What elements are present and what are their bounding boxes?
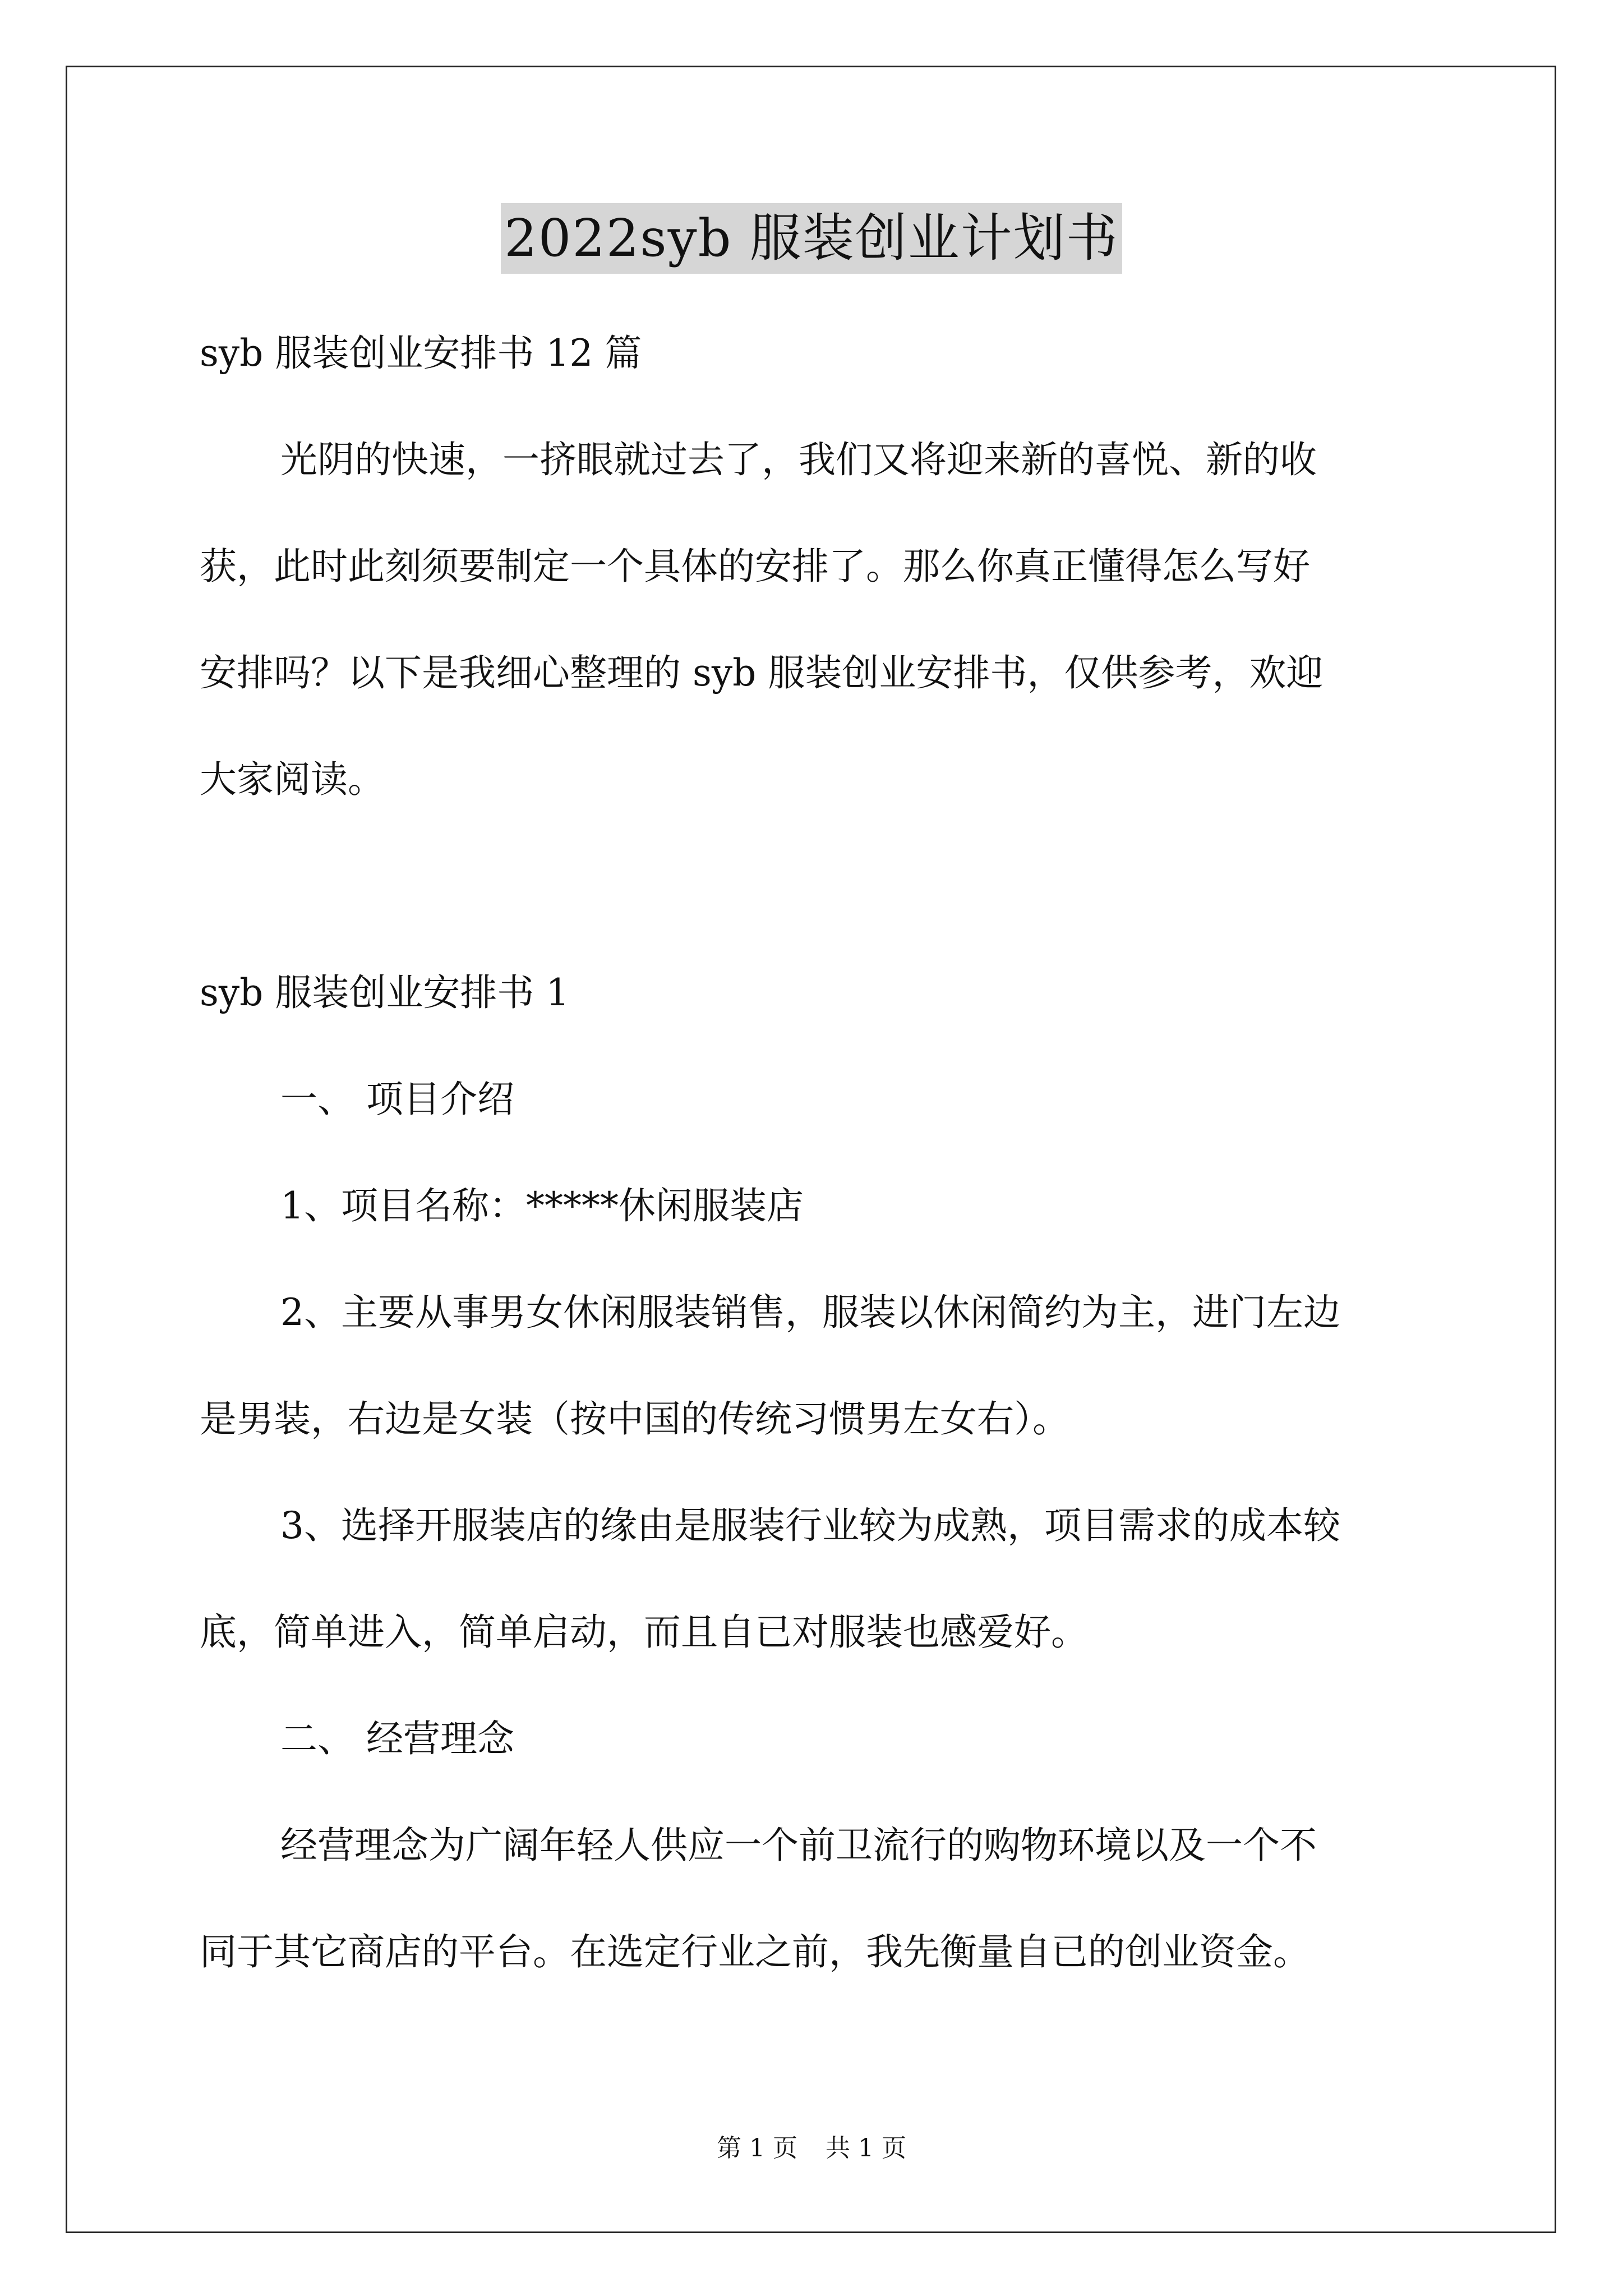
body-line: 1、项目名称：*****休闲服装店 xyxy=(280,1184,804,1227)
page-footer xyxy=(0,2132,1623,2165)
body-line: 是男装，右边是女装（按中国的传统习惯男左女右）。 xyxy=(200,1397,1069,1441)
body-line: 底，简单进入，简单启动，而且自已对服装也感爱好。 xyxy=(200,1611,1088,1654)
title-container xyxy=(0,203,1623,274)
body-line: 3、选择开服装店的缘由是服装行业较为成熟，项目需求的成本较 xyxy=(280,1504,1340,1547)
body-line: syb 服装创业安排书 1 xyxy=(200,971,570,1014)
body-line: 获，此时此刻须要制定一个具体的安排了。那么你真正懂得怎么写好 xyxy=(200,545,1310,588)
body-line: 安排吗？以下是我细心整理的 syb 服装创业安排书，仅供参考，欢迎 xyxy=(200,651,1324,694)
body-line: 一、 项目介绍 xyxy=(280,1078,514,1121)
body-line: 光阴的快速，一挤眼就过去了，我们又将迎来新的喜悦、新的收 xyxy=(280,438,1317,481)
document-title: 2022syb 服装创业计划书 xyxy=(501,203,1122,274)
page-number: 第 1 页 xyxy=(717,2134,797,2162)
body-line: 经营理念为广阔年轻人供应一个前卫流行的购物环境以及一个不 xyxy=(280,1824,1317,1867)
body-line: 2、主要从事男女休闲服装销售，服装以休闲简约为主，进门左边 xyxy=(280,1291,1340,1334)
body-line: 同于其它商店的平台。在选定行业之前，我先衡量自已的创业资金。 xyxy=(200,1930,1310,1973)
body-line: 二、 经营理念 xyxy=(280,1717,514,1760)
body-line: 大家阅读。 xyxy=(200,758,385,801)
blank-line xyxy=(200,833,1428,940)
body-line: syb 服装创业安排书 12 篇 xyxy=(200,332,642,375)
page-total: 共 1 页 xyxy=(826,2134,906,2162)
document-body xyxy=(200,300,1428,2005)
